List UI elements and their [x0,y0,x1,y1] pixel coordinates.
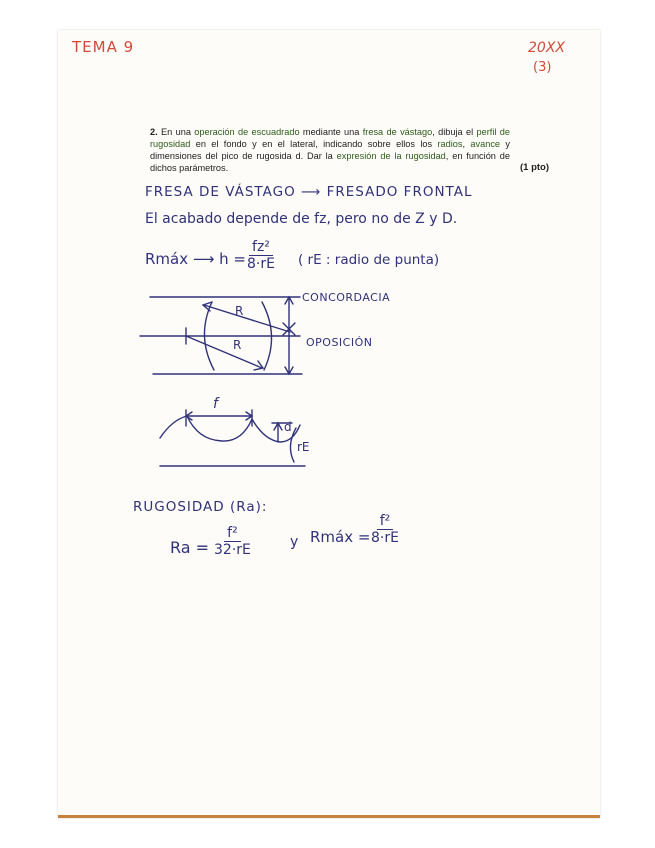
oposicion-label: OPOSICIÓN [306,336,373,349]
q-seg-1: En una [161,127,195,137]
concordancia-label: CONCORDACIA [302,291,391,304]
q-seg-3: mediante una [299,127,363,137]
rmax2-fraction [368,514,402,546]
ra-fraction [211,526,254,558]
feed-label: f [213,396,218,412]
q-seg-10: avance [470,139,501,149]
rmax-prefix: Rmáx ⟶ h = [145,250,246,268]
peak-height-label: d [284,420,292,434]
tema-label: TEMA 9 [72,38,135,56]
roughness-profile-curve [160,416,300,442]
rmax2-prefix: Rmáx = [310,528,371,546]
q-seg-2: operación de escuadrado [194,127,300,137]
rmax-note: ( rE : radio de punta) [298,252,440,268]
q-seg-4: fresa de vástago [362,127,433,137]
q-seg-11: y dimensiones del pico de rugosida d. Dar la [150,139,510,161]
q-seg-7: en el fondo y en el lateral, indicando sobre ellos los [190,139,438,149]
ra-prefix: Ra = [170,538,210,557]
rmax2-numerator: f² [377,514,394,530]
radius-label-upper: R [235,304,244,318]
ra-denominator: 32·rE [214,541,251,558]
points-label: (1 pto) [520,162,550,173]
radius-arrow-lower [186,336,262,368]
q-seg-6: perfil de rugosidad [150,127,510,149]
radius-arrow-upper [204,305,290,332]
rugosidad-title: RUGOSIDAD (Ra): [133,499,268,515]
conjunction-y: y [290,534,299,550]
q-seg-12: expresión de la rugosidad [336,151,446,161]
nose-radius-label: rE [297,440,310,454]
answer-line-2: El acabado depende de fz, pero no de Z y D. [145,211,458,227]
q-seg-8: radios [437,139,463,149]
rmax2-denominator: 8·rE [371,529,399,546]
q-seg-5: , dibuja el [432,127,477,137]
rmax-numerator: fz² [249,240,273,256]
year-label: 20XX [528,40,565,56]
page-number-label: (3) [533,60,552,75]
rmax-denominator: 8·rE [247,255,275,272]
question-number: 2. [150,127,158,137]
q-seg-9: , [462,139,471,149]
ra-numerator: f² [224,526,241,542]
answer-line-1: FRESA DE VÁSTAGO ⟶ FRESADO FRONTAL [145,184,473,200]
radius-label-lower: R [233,338,242,352]
q-seg-13: , en función de dichos parámetros. [150,151,510,173]
